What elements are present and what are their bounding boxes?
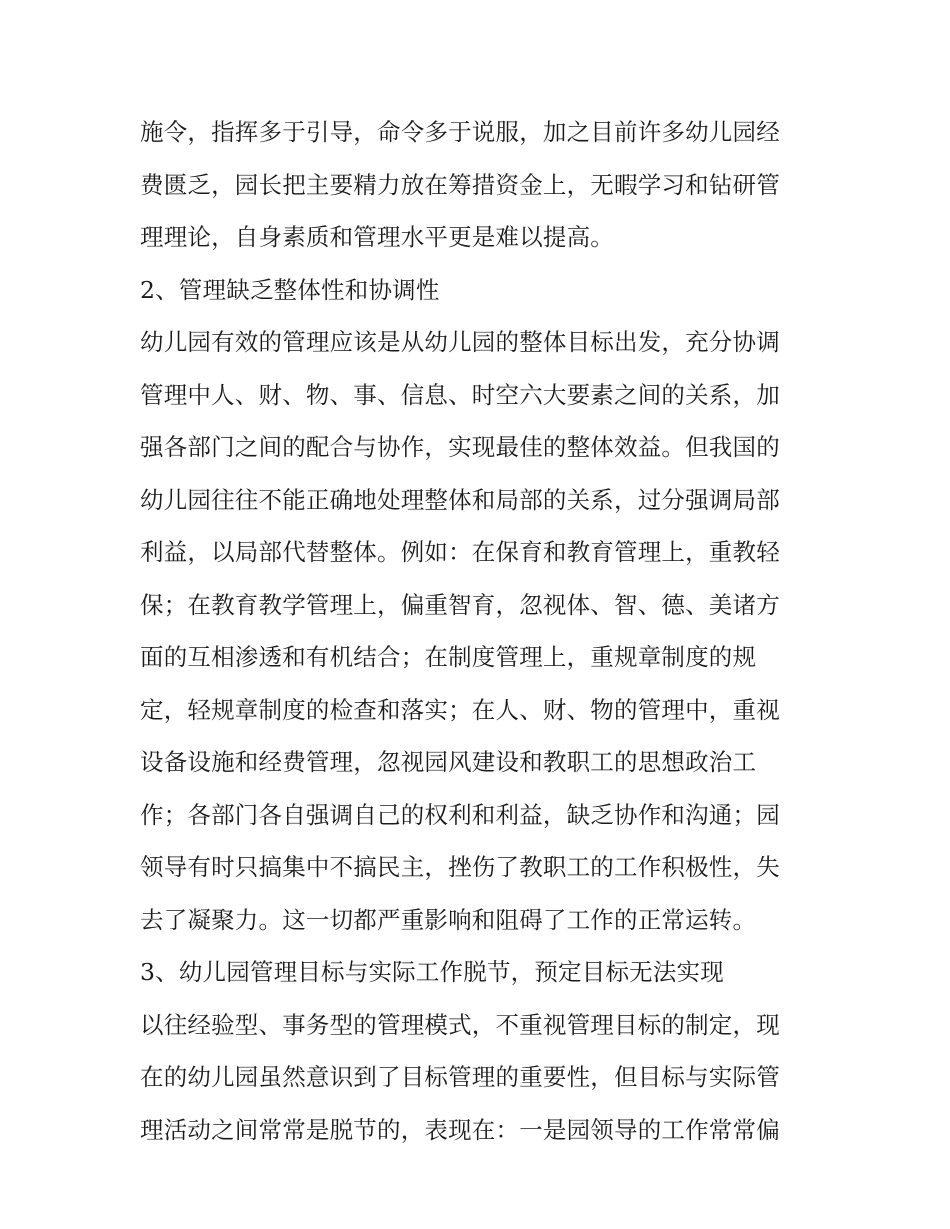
text-line: 领导有时只搞集中不搞民主，挫伤了教职工的工作积极性，失 (140, 853, 780, 881)
text-line: 保；在教育教学管理上，偏重智育，忽视体、智、德、美诸方 (140, 590, 780, 619)
text-line: 管理中人、财、物、事、信息、时空六大要素之间的关系，加 (140, 380, 780, 409)
text-line: 在的幼儿园虽然意识到了目标管理的重要性，但目标与实际管 (140, 1063, 780, 1091)
text-line: 利益，以局部代替整体。例如：在保育和教育管理上，重教轻 (140, 538, 780, 566)
text-line: 强各部门之间的配合与协作，实现最佳的整体效益。但我国的 (140, 433, 780, 461)
text-line: 幼儿园有效的管理应该是从幼儿园的整体目标出发，充分协调 (140, 328, 780, 356)
section-heading: 3、幼儿园管理目标与实际工作脱节，预定目标无法实现 (140, 958, 724, 986)
text-line: 理理论，自身素质和管理水平更是难以提高。 (140, 223, 614, 251)
text-line: 去了凝聚力。这一切都严重影响和阻碍了工作的正常运转。 (140, 905, 757, 934)
document-body (140, 106, 815, 1156)
text-line: 定，轻规章制度的检查和落实；在人、财、物的管理中，重视 (140, 695, 780, 724)
section-heading: 2、管理缺乏整体性和协调性 (140, 275, 440, 304)
text-line: 理活动之间常常是脱节的，表现在：一是园领导的工作常常偏 (140, 1115, 780, 1144)
text-line: 作；各部门各自强调自己的权利和利益，缺乏协作和沟通；园 (140, 800, 780, 829)
text-line: 面的互相渗透和有机结合；在制度管理上，重规章制度的规 (140, 643, 757, 671)
text-line: 施令，指挥多于引导，命令多于说服，加之目前许多幼儿园经 (140, 118, 780, 146)
text-line: 幼儿园往往不能正确地处理整体和局部的关系，过分强调局部 (140, 485, 780, 514)
text-line: 费匮乏，园长把主要精力放在筹措资金上，无暇学习和钻研管 (140, 170, 780, 199)
text-line: 设备设施和经费管理，忽视园风建设和教职工的思想政治工 (140, 748, 757, 776)
text-line: 以往经验型、事务型的管理模式，不重视管理目标的制定，现 (140, 1010, 780, 1039)
